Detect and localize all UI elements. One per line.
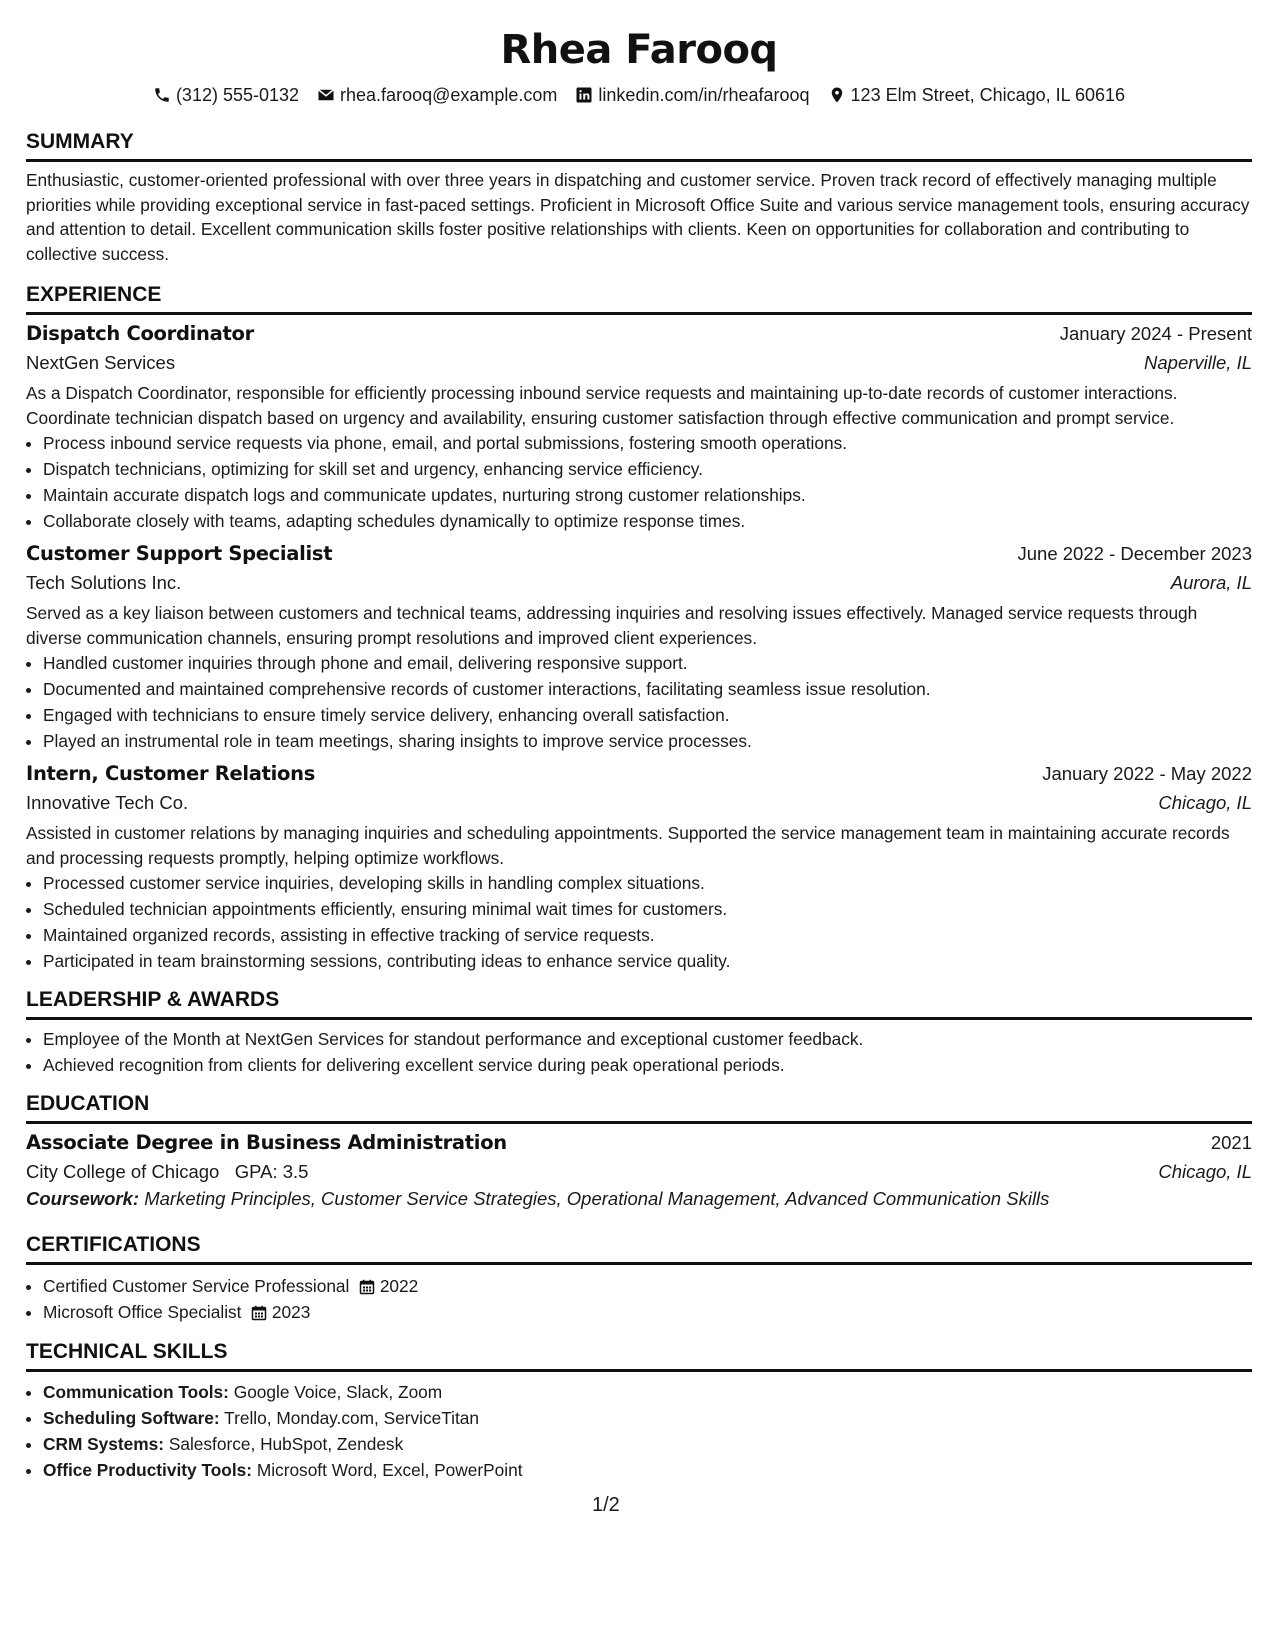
job-bullets	[26, 650, 1252, 754]
list-item	[43, 1431, 1252, 1457]
education-org-row	[26, 1161, 1252, 1183]
list-item: • Participated in team brainstorming sessions, contributing ideas to enhance service quality.	[43, 948, 1252, 974]
list-item: • Played an instrumental role in team meetings, sharing insights to improve service processes.	[43, 728, 1252, 754]
experience-section	[26, 283, 1252, 974]
summary-section	[26, 130, 1252, 266]
gpa: GPA: 3.5	[234, 1161, 309, 1182]
list-item: • Engaged with technicians to ensure timely service delivery, enhancing overall satisfaction.	[43, 702, 1252, 728]
cert-year: 2023	[271, 1302, 311, 1322]
list-item: • Maintained organized records, assisting in effective tracking of service requests.	[43, 922, 1252, 948]
job-org-row	[26, 792, 1252, 814]
coursework-line	[26, 1188, 1252, 1210]
job-entry	[26, 322, 1252, 534]
job-location: Aurora, IL	[1170, 572, 1252, 593]
job-description: Assisted in customer relations by managing inquiries and scheduling appointments. Supported the service management team in maintaining accurate records and processing requests promptly, helping optimize workflows.	[26, 823, 1230, 868]
education-section	[26, 1092, 1252, 1210]
job-title: Intern, Customer Relations	[26, 762, 316, 785]
skill-label: Scheduling Software:	[43, 1408, 220, 1428]
list-item: • Processed customer service inquiries, developing skills in handling complex situations.	[43, 870, 1252, 896]
list-item	[43, 1273, 1252, 1299]
list-item: • Achieved recognition from clients for delivering excellent service during peak operational periods.	[43, 1052, 1252, 1078]
job-dates: January 2022 - May 2022	[1042, 763, 1252, 784]
summary-text: Enthusiastic, customer-oriented professional with over three years in dispatching and customer service. Proven track record of effectively managing multiple priorities while providing exceptional service in fast-paced settings. Proficient in Microsoft Office Suite and various service management tools, ensuring accuracy and attention to detail. Excellent communication skills foster positive relationships with clients. Keen on opportunities for collaboration and contributing to collective success.	[26, 170, 1250, 264]
coursework-text: Marketing Principles, Customer Service Strategies, Operational Management, Advanced Communication Skills	[144, 1188, 1050, 1209]
education-header	[26, 1131, 1252, 1154]
section-heading: SUMMARY	[26, 130, 1252, 162]
job-bullets	[26, 430, 1252, 534]
job-description: As a Dispatch Coordinator, responsible for efficiently processing inbound service requests and maintaining up-to-date records of customer interactions. Coordinate technician dispatch based on urgency and availability, ensuring customer satisfaction through effective communication and prompt service.	[26, 383, 1178, 428]
graduation-year: 2021	[1210, 1132, 1252, 1153]
section-heading: EDUCATION	[26, 1092, 1252, 1124]
linkedin-text[interactable]: linkedin.com/in/rheafarooq	[598, 84, 810, 105]
location-pin-icon	[828, 86, 846, 104]
skill-label: Communication Tools:	[43, 1382, 229, 1402]
list-item	[43, 1457, 1252, 1483]
school-line	[26, 1161, 308, 1183]
contact-email[interactable]	[317, 85, 557, 106]
linkedin-icon	[575, 86, 593, 104]
job-org-row	[26, 352, 1252, 374]
list-item: • Collaborate closely with teams, adapting schedules dynamically to optimize response times.	[43, 508, 1252, 534]
certifications-list	[26, 1273, 1252, 1325]
company-name: Innovative Tech Co.	[26, 792, 189, 813]
phone-text: (312) 555-0132	[175, 84, 300, 105]
cert-name: Certified Customer Service Professional	[43, 1276, 350, 1296]
candidate-name: Rhea Farooq	[500, 27, 778, 73]
page-number: 1/2	[592, 1494, 620, 1516]
list-item	[43, 1299, 1252, 1325]
contact-phone	[153, 85, 299, 106]
list-item: • Handled customer inquiries through phone and email, delivering responsive support.	[43, 650, 1252, 676]
skill-value: Trello, Monday.com, ServiceTitan	[224, 1408, 479, 1428]
section-heading: CERTIFICATIONS	[26, 1233, 1252, 1265]
list-item	[43, 1379, 1252, 1405]
leadership-list	[26, 1026, 1252, 1078]
skill-value: Salesforce, HubSpot, Zendesk	[168, 1434, 404, 1454]
envelope-icon	[317, 86, 335, 104]
contact-bar	[26, 82, 1252, 108]
list-item: • Dispatch technicians, optimizing for skill set and urgency, enhancing service efficiency.	[43, 456, 1252, 482]
list-item: • Maintain accurate dispatch logs and communicate updates, nurturing strong customer relationships.	[43, 482, 1252, 508]
job-header	[26, 322, 1252, 345]
company-name: Tech Solutions Inc.	[26, 572, 182, 593]
job-header	[26, 542, 1252, 565]
list-item: • Process inbound service requests via phone, email, and portal submissions, fostering smooth operations.	[43, 430, 1252, 456]
job-dates: June 2022 - December 2023	[1017, 543, 1252, 564]
list-item: • Documented and maintained comprehensive records of customer interactions, facilitating seamless issue resolution.	[43, 676, 1252, 702]
skills-section	[26, 1340, 1252, 1483]
job-dates: January 2024 - Present	[1059, 323, 1252, 344]
contact-linkedin[interactable]	[575, 85, 809, 106]
phone-icon	[153, 86, 171, 104]
job-entry	[26, 542, 1252, 754]
skills-list	[26, 1379, 1252, 1483]
address-text: 123 Elm Street, Chicago, IL 60616	[850, 84, 1126, 105]
skill-label: Office Productivity Tools:	[43, 1460, 252, 1480]
job-description: Served as a key liaison between customers and technical teams, addressing inquiries and resolving issues effectively. Managed service requests through diverse communication channels, ensuring prompt resolutions and improved client experiences.	[26, 603, 1198, 648]
section-heading: LEADERSHIP & AWARDS	[26, 988, 1252, 1020]
skill-value: Microsoft Word, Excel, PowerPoint	[256, 1460, 523, 1480]
calendar-icon	[359, 1279, 375, 1295]
calendar-icon	[251, 1305, 267, 1321]
list-item: • Employee of the Month at NextGen Services for standout performance and exceptional customer feedback.	[43, 1026, 1252, 1052]
cert-name: Microsoft Office Specialist	[43, 1302, 242, 1322]
resume-page	[26, 0, 1252, 1483]
company-name: NextGen Services	[26, 352, 176, 373]
job-title: Customer Support Specialist	[26, 542, 333, 565]
school-location: Chicago, IL	[1158, 1161, 1252, 1182]
job-org-row	[26, 572, 1252, 594]
job-location: Naperville, IL	[1144, 352, 1252, 373]
cert-year: 2022	[379, 1276, 419, 1296]
section-heading: TECHNICAL SKILLS	[26, 1340, 1252, 1372]
skill-label: CRM Systems:	[43, 1434, 165, 1454]
contact-address	[828, 85, 1126, 106]
email-text[interactable]: rhea.farooq@example.com	[340, 84, 558, 105]
degree-title: Associate Degree in Business Administration	[26, 1131, 507, 1154]
certifications-section	[26, 1233, 1252, 1325]
coursework-label: Coursework:	[26, 1188, 140, 1209]
job-location: Chicago, IL	[1158, 792, 1252, 813]
list-item: • Scheduled technician appointments efficiently, ensuring minimal wait times for customers.	[43, 896, 1252, 922]
job-bullets	[26, 870, 1252, 974]
job-header	[26, 762, 1252, 785]
skill-value: Google Voice, Slack, Zoom	[233, 1382, 443, 1402]
school-name: City College of Chicago	[26, 1161, 220, 1182]
list-item	[43, 1405, 1252, 1431]
section-heading: EXPERIENCE	[26, 283, 1252, 315]
leadership-section	[26, 988, 1252, 1078]
job-entry	[26, 762, 1252, 974]
job-title: Dispatch Coordinator	[26, 322, 254, 345]
